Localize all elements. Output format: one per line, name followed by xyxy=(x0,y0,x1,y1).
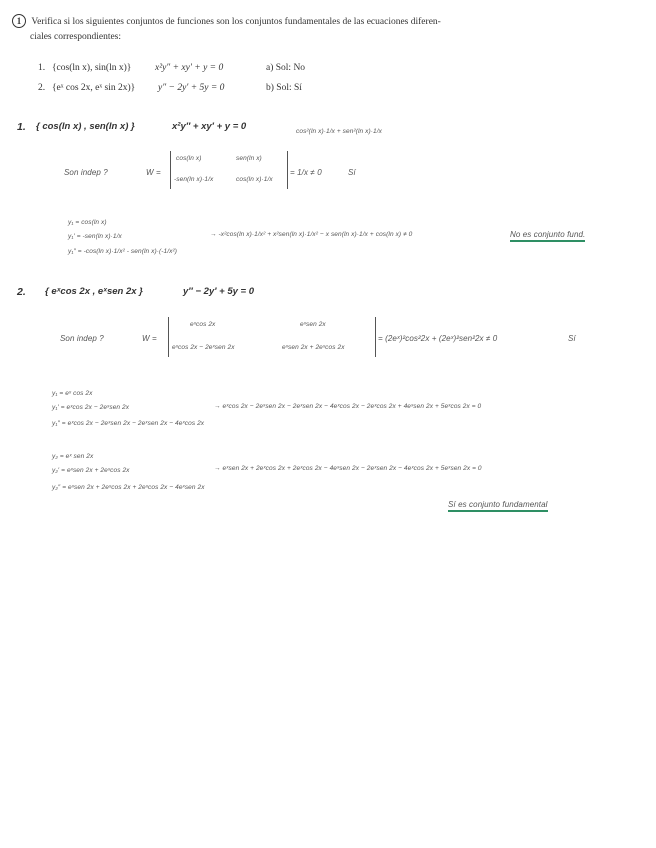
problem-number-badge: 1 xyxy=(12,14,26,28)
part-2-matrix-a22: eˣsen 2x + 2eˣcos 2x xyxy=(282,344,345,351)
part-2-matrix-a11: eˣcos 2x xyxy=(190,321,216,328)
part-2-si: Sí xyxy=(568,334,576,343)
item-2-answer: b) Sol: Sí xyxy=(266,83,302,93)
item-1-eq: x²y″ + xy′ + y = 0 xyxy=(155,63,224,73)
part-2-y2-double-prime: y₂″ = eˣsen 2x + 2eˣcos 2x + 2eˣcos 2x − 4eˣsen 2x xyxy=(52,484,205,491)
item-2-set: {eˣ cos 2x, eˣ sin 2x)} xyxy=(52,83,136,93)
part-1-si: Sí xyxy=(348,168,356,177)
part-2-y2: y₂ = eˣ sen 2x xyxy=(52,453,94,460)
part-2-wronskian-label: W = xyxy=(142,334,157,343)
part-1-indep-question: Son indep ? xyxy=(64,168,108,177)
part-2-y1: y₁ = eˣ cos 2x xyxy=(52,390,93,397)
header-line-1: Verifica si los siguientes conjuntos de funciones son los conjuntos fundamentales de las ecuaciones diferen- xyxy=(31,17,441,27)
part-1-y1-prime: y₁′ = -sen(ln x)·1/x xyxy=(68,233,122,240)
part-2-set: { eˣcos 2x , eˣsen 2x } xyxy=(45,286,143,297)
item-1-answer: a) Sol: No xyxy=(266,63,306,73)
item-1-set: {cos(ln x), sin(ln x)} xyxy=(52,63,132,73)
part-2-indep-question: Son indep ? xyxy=(60,334,104,343)
part-2-number: 2. xyxy=(17,286,26,298)
part-1-equation: x²y″ + xy′ + y = 0 xyxy=(172,121,247,132)
header-line-2: ciales correspondientes: xyxy=(30,32,122,42)
part-1-substitution: → -x²cos(ln x)·1/x² + x²sen(ln x)·1/x² − x sen(ln x)·1/x + cos(ln x) ≠ 0 xyxy=(210,231,413,238)
part-1-matrix-a21: -sen(ln x)·1/x xyxy=(174,176,214,183)
part-1-wronskian-result: = 1/x ≠ 0 xyxy=(290,168,322,177)
part-1-wronskian-label: W = xyxy=(146,168,161,177)
part-1-matrix-a11: cos(ln x) xyxy=(176,155,202,162)
item-2-eq: y″ − 2y′ + 5y = 0 xyxy=(158,83,225,93)
item-2-num: 2. xyxy=(38,83,46,93)
part-1-side-note: cos²(ln x)·1/x + sen²(ln x)·1/x xyxy=(296,128,382,135)
part-2-matrix-a12: eˣsen 2x xyxy=(300,321,326,328)
problem-header xyxy=(12,14,441,28)
part-1-number: 1. xyxy=(17,121,26,133)
part-2-y1-double-prime: y₁″ = eˣcos 2x − 2eˣsen 2x − 2eˣsen 2x − 4eˣcos 2x xyxy=(52,420,205,427)
part-2-substitution-y2: → eˣsen 2x + 2eˣcos 2x + 2eˣcos 2x − 4eˣsen 2x − 2eˣsen 2x − 4eˣcos 2x + 5eˣsen 2x = 0 xyxy=(214,465,482,472)
part-2-y2-prime: y₂′ = eˣsen 2x + 2eˣcos 2x xyxy=(52,467,130,474)
part-1-y1-double-prime: y₁″ = -cos(ln x)·1/x² - sen(ln x)·(-1/x²) xyxy=(68,248,178,255)
part-1-matrix-a22: cos(ln x)·1/x xyxy=(236,176,273,183)
part-2-wronskian-result: = (2eˣ)²cos²2x + (2eˣ)²sen²2x ≠ 0 xyxy=(378,334,498,343)
part-1-matrix-a12: sen(ln x) xyxy=(236,155,262,162)
part-2-substitution-y1: → eˣcos 2x − 2eˣsen 2x − 2eˣsen 2x − 4eˣcos 2x − 2eˣcos 2x + 4eˣsen 2x + 5eˣcos 2x = 0 xyxy=(214,403,482,410)
part-2-equation: y″ − 2y′ + 5y = 0 xyxy=(183,286,255,297)
part-1-conclusion: No es conjunto fund. xyxy=(510,230,585,242)
part-1-y1: y₁ = cos(ln x) xyxy=(68,219,107,226)
part-1-set: { cos(ln x) , sen(ln x) } xyxy=(36,121,135,132)
part-2-y1-prime: y₁′ = eˣcos 2x − 2eˣsen 2x xyxy=(52,404,130,411)
item-1-num: 1. xyxy=(38,63,46,73)
part-2-matrix-a21: eˣcos 2x − 2eˣsen 2x xyxy=(172,344,235,351)
part-2-conclusion: Sí es conjunto fundamental xyxy=(448,500,548,512)
